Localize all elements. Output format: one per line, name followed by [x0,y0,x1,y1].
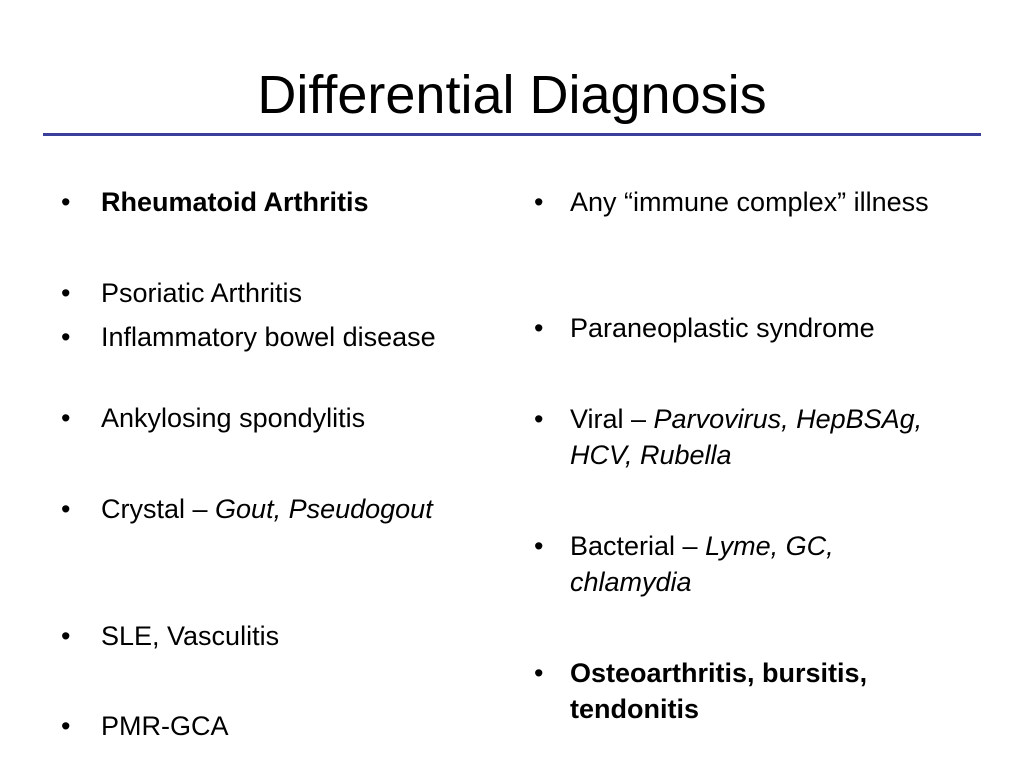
bullet-icon: • [61,621,71,651]
item-text: Any “immune complex” illness [570,187,929,217]
item-text [101,491,471,527]
slide-title: Differential Diagnosis [257,65,767,125]
list-item [534,184,930,220]
list-item [534,401,970,473]
list-item [534,655,970,727]
item-text: Osteoarthritis, bursitis, tendonitis [570,658,868,724]
bullet-icon: • [61,494,71,524]
item-text: SLE, Vasculitis [101,621,280,651]
list-item [61,184,471,220]
bullet-icon: • [534,531,544,561]
bullet-icon: • [61,322,71,352]
item-text: Rheumatoid Arthritis [101,187,369,217]
item-text: Paraneoplastic syndrome [570,313,875,343]
list-item [61,319,471,355]
list-item [534,310,990,346]
item-text [570,528,930,600]
bullet-icon: • [61,187,71,217]
item-examples: Gout, Pseudogout [215,494,433,524]
item-text: Ankylosing spondylitis [101,403,366,433]
list-item [61,491,471,527]
bullet-icon: • [534,313,544,343]
bullet-icon: • [534,187,544,217]
item-examples: Parvovirus, HepBSAg, HCV, Rubella [570,404,923,470]
bullet-icon: • [534,404,544,434]
item-text: PMR-GCA [101,711,229,741]
item-prefix: Bacterial – [570,531,706,561]
item-text [570,401,970,473]
item-examples: Lyme, GC, chlamydia [570,531,834,597]
item-text: Psoriatic Arthritis [101,278,303,308]
item-text: Inflammatory bowel disease [101,322,436,352]
list-item [61,400,471,436]
item-prefix: Viral – [570,404,654,434]
bullet-icon: • [61,278,71,308]
bullet-icon: • [61,711,71,741]
bullet-icon: • [61,403,71,433]
title-divider [43,133,981,136]
bullet-icon: • [534,658,544,688]
list-item [61,618,471,654]
list-item [61,275,471,311]
list-item [534,528,930,600]
list-item [61,708,471,744]
item-prefix: Crystal – [101,494,216,524]
